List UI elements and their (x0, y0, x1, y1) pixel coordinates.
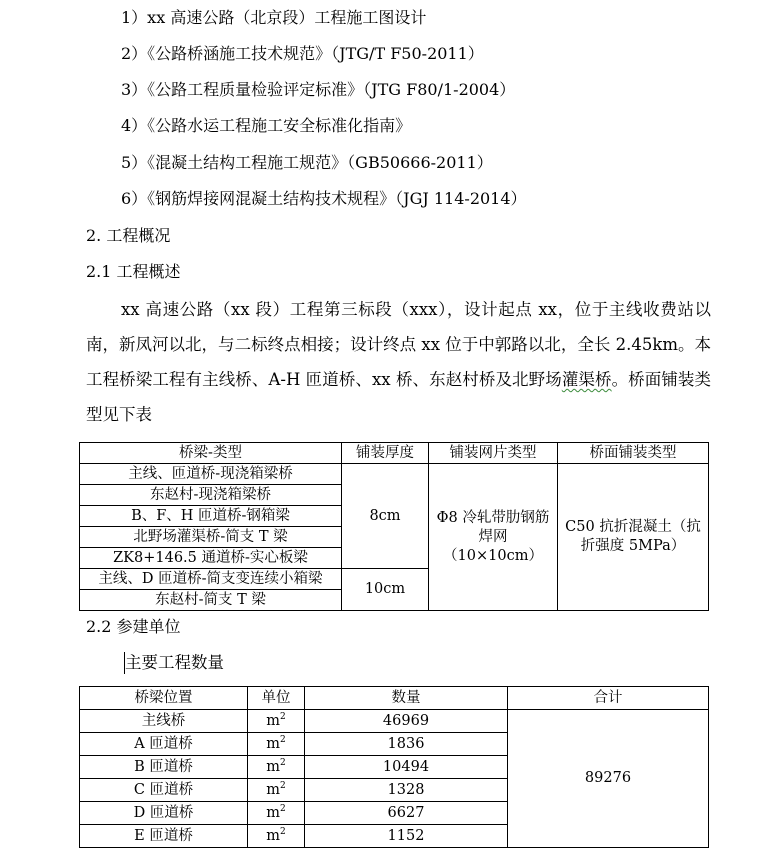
unit-cell: $m^2$ (248, 733, 305, 756)
reference-item: 5）《混凝土结构工程施工规范》（GB50666-2011） (121, 153, 493, 172)
bridge-type-cell: B、F、H 匝道桥-钢箱梁 (80, 506, 342, 527)
subsection-heading: 2.1 工程概述 (86, 262, 181, 281)
quantity-cell: 1328 (305, 779, 508, 802)
reference-item: 2）《公路桥涵施工技术规范》（JTG/T F50-2011） (121, 44, 484, 63)
reference-item: 1）xx 高速公路（北京段）工程施工图设计 (121, 8, 427, 27)
header-cell: 桥梁位置 (80, 687, 248, 710)
paragraph-underlined-text: 灌渠桥 (561, 370, 612, 389)
location-cell: 主线桥 (80, 710, 248, 733)
header-cell: 数量 (305, 687, 508, 710)
quantity-cell: 10494 (305, 756, 508, 779)
reference-item: 4）《公路水运工程施工安全标准化指南》 (121, 116, 412, 135)
header-cell: 铺装厚度 (342, 443, 429, 464)
header-cell: 桥梁-类型 (80, 443, 342, 464)
header-cell: 单位 (248, 687, 305, 710)
mesh-type-cell: Φ8 冷轧带肋钢筋焊网（10×10cm） (429, 464, 558, 611)
bridge-type-cell: 东赵村-简支 T 梁 (80, 590, 342, 611)
quantities-title: 主要工程数量 (125, 653, 224, 672)
unit-cell: $m^2$ (248, 802, 305, 825)
quantities-table (79, 686, 709, 848)
unit-cell: $m^2$ (248, 756, 305, 779)
unit-cell: $m^2$ (248, 710, 305, 733)
pavement-type-cell: C50 抗折混凝土（抗折强度 5MPa） (558, 464, 709, 611)
section-heading: 2. 工程概况 (86, 226, 171, 245)
bridge-type-cell: 北野场灌渠桥-简支 T 梁 (80, 527, 342, 548)
table-row (80, 464, 709, 485)
total-cell: 89276 (508, 710, 709, 848)
paragraph-end: 。桥面铺装类型见下表 (86, 370, 712, 424)
body-paragraph (86, 292, 711, 432)
location-cell: D 匝道桥 (80, 802, 248, 825)
quantity-cell: 6627 (305, 802, 508, 825)
bridge-type-cell: 东赵村-现浇箱梁桥 (80, 485, 342, 506)
bridge-type-cell: 主线、匝道桥-现浇箱梁桥 (80, 464, 342, 485)
header-cell: 合计 (508, 687, 709, 710)
unit-cell: $m^2$ (248, 779, 305, 802)
location-cell: B 匝道桥 (80, 756, 248, 779)
header-cell: 铺装网片类型 (429, 443, 558, 464)
thickness-cell: 10cm (342, 569, 429, 611)
quantity-cell: 46969 (305, 710, 508, 733)
location-cell: C 匝道桥 (80, 779, 248, 802)
subsection-heading: 2.2 参建单位 (86, 617, 181, 636)
quantity-cell: 1152 (305, 825, 508, 848)
quantity-cell: 1836 (305, 733, 508, 756)
table-header-row (80, 443, 709, 464)
thickness-cell: 8cm (342, 464, 429, 569)
reference-item: 3）《公路工程质量检验评定标准》（JTG F80/1-2004） (121, 80, 516, 99)
bridge-type-cell: 主线、D 匝道桥-简支变连续小箱梁 (80, 569, 342, 590)
reference-item: 6）《钢筋焊接网混凝土结构技术规程》（JGJ 114-2014） (121, 189, 527, 208)
table-row (80, 710, 709, 733)
location-cell: A 匝道桥 (80, 733, 248, 756)
pavement-table (79, 442, 709, 611)
header-cell: 桥面铺装类型 (558, 443, 709, 464)
location-cell: E 匝道桥 (80, 825, 248, 848)
table-header-row (80, 687, 709, 710)
bridge-type-cell: ZK8+146.5 通道桥-实心板梁 (80, 548, 342, 569)
paragraph-text: xx 高速公路（xx 段）工程第三标段（xxx），设计起点 xx，位于主线收费站以南，新凤河以北，与二标终点相接；设计终点 xx 位于中郭路以北，全长 2.45km。本工程桥梁工程有主线桥、A-H 匝道桥、xx 桥、东赵村桥及北野场 (86, 300, 711, 389)
unit-cell: $m^2$ (248, 825, 305, 848)
